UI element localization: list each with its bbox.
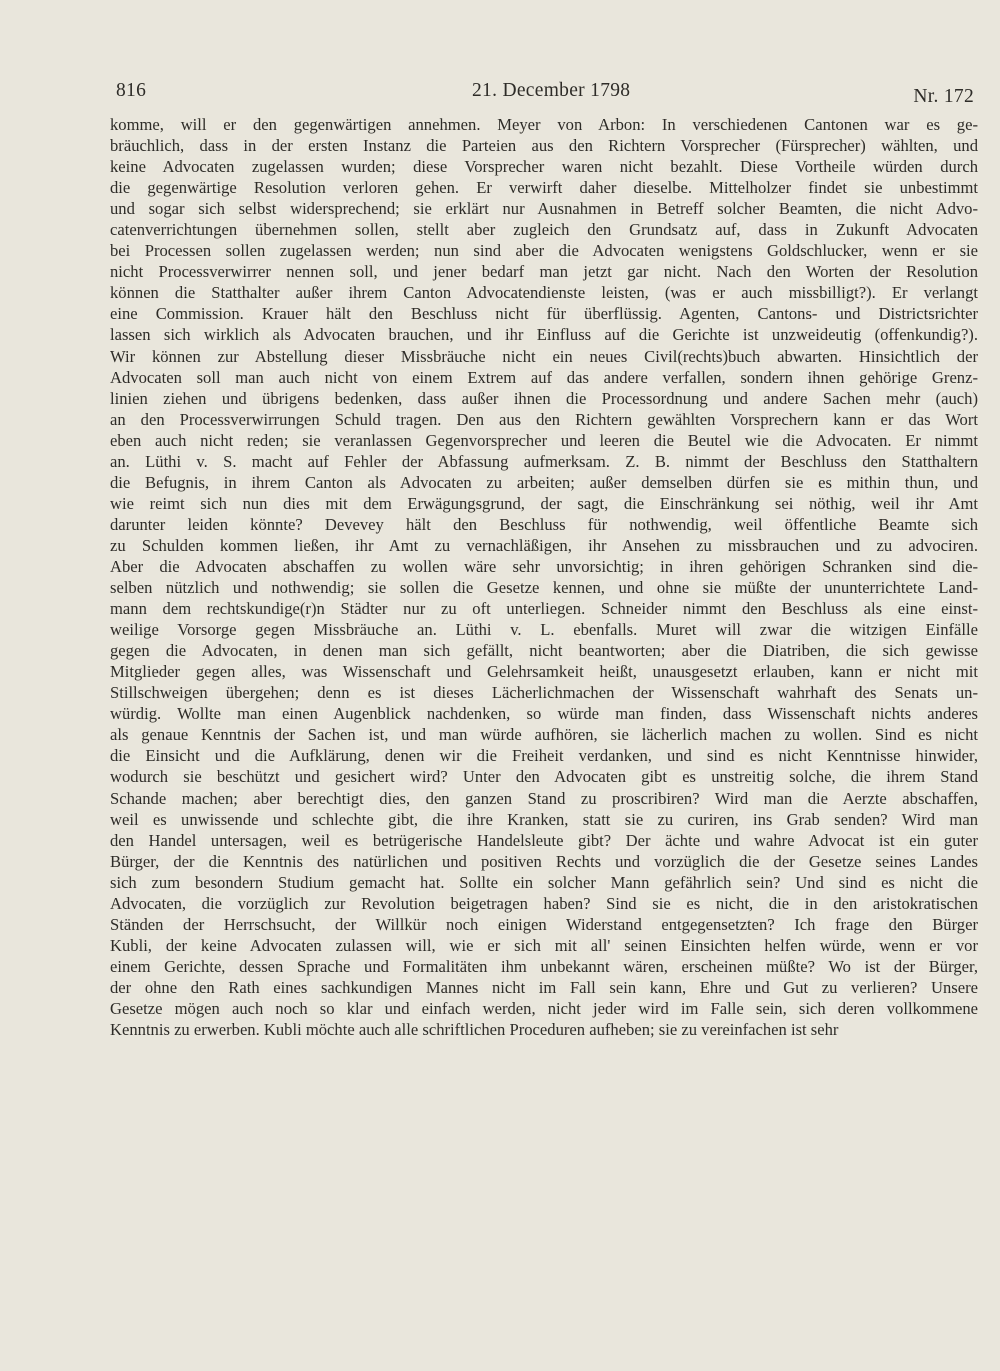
text-line: eine Commission. Krauer hält den Beschluss nicht für überflüssig. Agenten, Cantons- und Districtsrichter [110, 304, 978, 324]
text-line: Mitglieder gegen alles, was Wissenschaft und Gelehrsamkeit heißt, unausgesetzt erlauben, kann er nicht mit [110, 662, 978, 682]
text-line: Kenntnis zu erwerben. Kubli möchte auch alle schriftlichen Proceduren aufheben; sie zu vereinfachen ist sehr [110, 1020, 839, 1040]
text-line: an den Processverwirrungen Schuld tragen. Den aus den Richtern gewählten Vorsprechern kann er das Wort [110, 409, 978, 429]
text-line: den Handel untersagen, weil es betrügerische Handelsleute gibt? Der ächte und wahre Advocat ist ein guter [110, 830, 978, 850]
text-line: komme, will er den gegenwärtigen annehmen. Meyer von Arbon: In verschiedenen Cantonen war es ge- [110, 115, 978, 134]
text-line: Aber die Advocaten abschaffen zu wollen wäre sehr unvorsichtig; in ihren gehörigen Schranken sind die- [110, 556, 978, 576]
text-line: die Befugnis, in ihrem Canton als Advocaten zu arbeiten; außer demselben dürfen sie es mithin thun, und [110, 472, 978, 492]
text-line: zu Schulden kommen ließen, ihr Amt zu vernachläßigen, ihr Ansehen zu missbrauchen und zu advociren. [110, 535, 978, 555]
text-line: darunter leiden könnte? Devevey hält den Beschluss für nothwendig, weil öffentliche Beamte sich [110, 514, 978, 534]
text-line: Kubli, der keine Advocaten zulassen will, wie er sich mit all' seinen Einsichten helfen würde, wenn er vor [110, 935, 978, 955]
text-line: Schande machen; aber berechtigt dies, den ganzen Stand zu proscribiren? Wird man die Aerzte abschaffen, [110, 788, 978, 808]
body-text [110, 114, 978, 1040]
document-number: Nr. 172 [913, 86, 974, 107]
text-line: Advocaten soll man auch nicht von einem Extrem auf das andere verfallen, sondern ihnen gehörige Grenz- [110, 367, 978, 387]
text-line: einem Gerichte, dessen Sprache und Formalitäten ihm unbekannt wären, erscheinen müßte? Wo ist der Bürger, [110, 956, 978, 976]
text-line: catenverrichtungen übernehmen sollen, stellt aber zugleich den Grundsatz auf, dass in Zukunft Advocaten [110, 220, 978, 240]
text-line: Ständen der Herrschsucht, der Willkür noch einigen Widerstand entgegensetzten? Ich frage den Bürger [110, 914, 978, 934]
text-line: und sogar sich selbst widersprechend; sie erklärt nur Ausnahmen in Betreff solcher Beamten, die nicht Advo- [110, 199, 978, 219]
text-line: können die Statthalter außer ihrem Canton Advocatendienste leisten, (was er auch missbilligt?). Er verlangt [110, 283, 978, 303]
text-line: selben nützlich und nothwendig; sie sollen die Gesetze kennen, und ohne sie müßte der ununterrichtete Land- [110, 578, 978, 598]
text-line: die Einsicht und die Aufklärung, denen wir die Freiheit verdanken, und sind es nicht Kenntnisse hinwider, [110, 746, 978, 766]
page-header [110, 80, 978, 110]
text-line: Wir können zur Abstellung dieser Missbräuche nicht ein neues Civil(rechts)buch abwarten. Hinsichtlich der [110, 346, 978, 366]
text-line: die gegenwärtige Resolution verloren gehen. Er verwirft daher dieselbe. Mittelholzer findet sie unbestimmt [110, 178, 978, 198]
text-line: wodurch sie beschützt und gesichert wird? Unter den Advocaten gibt es unstreitig solche, die ihrem Stand [110, 767, 978, 787]
text-line: Bürger, der die Kenntnis des natürlichen und positiven Rechts und vorzüglich die der Gesetze seines Landes [110, 851, 978, 871]
text-line: gegen die Advocaten, in denen man sich gefällt, nicht beantworten; aber die Diatriben, die sich gewisse [110, 641, 978, 661]
page-number: 816 [116, 80, 147, 101]
text-line: nicht Processverwirrer nennen soll, und jener bedarf man jetzt gar nicht. Nach den Worten der Resolution [110, 262, 978, 282]
text-line: Advocaten, die vorzüglich zur Revolution beigetragen haben? Sind sie es nicht, die in den aristokratischen [110, 893, 978, 913]
text-line: keine Advocaten zugelassen wurden; diese Vorsprecher waren nicht bezahlt. Diese Vortheile würden durch [110, 157, 978, 177]
text-line: der ohne den Rath eines sachkundigen Mannes nicht im Fall sein kann, Ehre und Gut zu verlieren? Unsere [110, 977, 978, 997]
text-line: lassen sich wirklich als Advocaten brauchen, und ihr Einfluss auf die Gerichte ist unzweideutig (offenkundig?). [110, 325, 978, 345]
text-line: weilige Vorsorge gegen Missbräuche an. Lüthi v. L. ebenfalls. Muret will zwar die witzigen Einfälle [110, 620, 978, 640]
text-line: Gesetze mögen auch noch so klar und einfach werden, nicht jeder wird im Falle sein, sich deren vollkommene [110, 998, 978, 1018]
text-line: wie reimt sich nun dies mit dem Erwägungsgrund, der sagt, die Einschränkung sei nöthig, weil ihr Amt [110, 493, 978, 513]
text-line: als genaue Kenntnis der Sachen ist, und man würde aufhören, sie lächerlich machen zu wollen. Sind es nicht [110, 725, 978, 745]
header-date: 21. December 1798 [472, 80, 631, 101]
text-line: weil es unwissende und schlechte gibt, die ihre Kranken, statt sie zu curiren, ins Grab senden? Wird man [110, 809, 978, 829]
text-line: sich zum besondern Studium gemacht hat. Sollte ein solcher Mann gefährlich sein? Und sind es nicht die [110, 872, 978, 892]
text-line: Stillschweigen übergehen; denn es ist dieses Lächerlichmachen der Wissenschaft wahrhaft des Senats un- [110, 683, 978, 703]
text-line: an. Lüthi v. S. macht auf Fehler der Abfassung aufmerksam. Z. B. nimmt der Beschluss den Statthaltern [110, 451, 978, 471]
text-line: würdig. Wollte man einen Augenblick nachdenken, so würde man finden, dass Wissenschaft nichts anderes [110, 704, 978, 724]
text-line: mann dem rechtskundige(r)n Städter nur zu oft unterliegen. Schneider nimmt den Beschluss als eine einst- [110, 599, 978, 619]
text-line: eben auch nicht reden; sie veranlassen Gegenvorsprecher und leeren die Beutel wie die Advocaten. Er nimmt [110, 430, 978, 450]
text-line: bräuchlich, dass in der ersten Instanz die Parteien aus den Richtern Vorsprecher (Fürsprecher) wählten, und [110, 136, 978, 156]
text-line: linien ziehen und übrigens bedenken, dass außer ihnen die Processordnung und andere Sachen mehr (auch) [110, 388, 978, 408]
text-line: bei Processen sollen zugelassen werden; nun sind aber die Advocaten wenigstens Goldschlucker, wenn er sie [110, 241, 978, 261]
